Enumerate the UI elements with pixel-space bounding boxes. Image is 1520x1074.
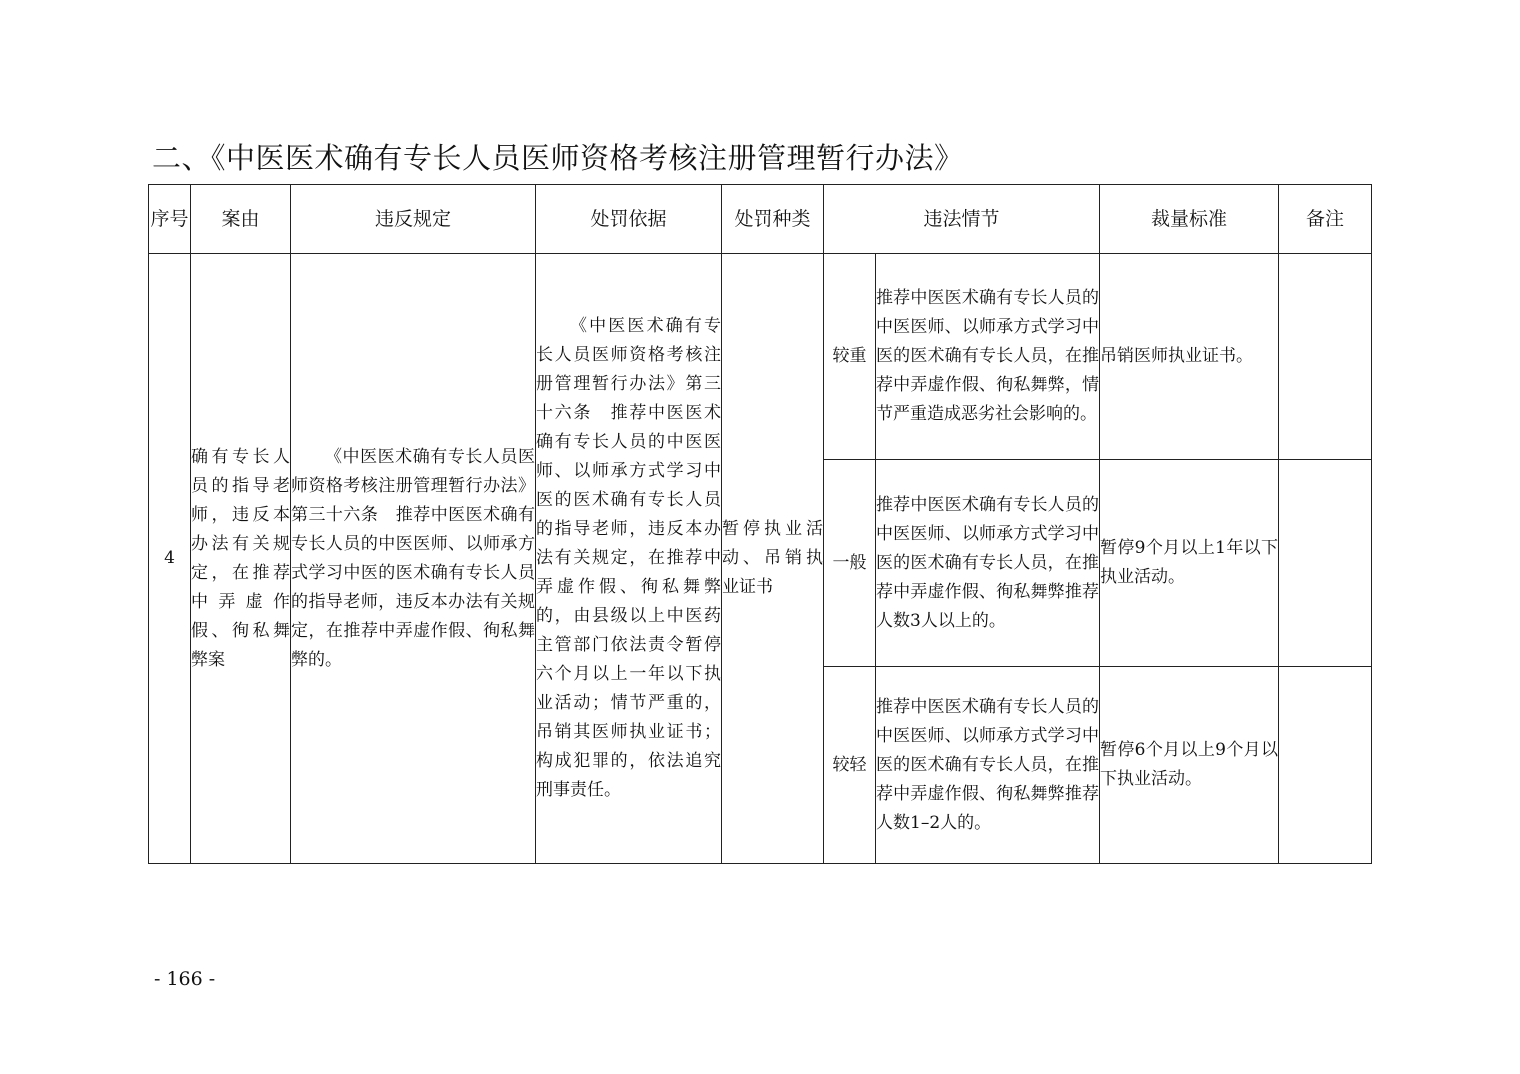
circumstance-serious: 推荐中医医术确有专长人员的中医医师、以师承方式学习中医的医术确有专长人员，在推荐中弄虚作假、徇私舞弊，情节严重造成恶劣社会影响的。	[876, 254, 1100, 460]
level-minor: 较轻	[824, 667, 876, 864]
header-penalty-type: 处罚种类	[722, 185, 824, 254]
standard-minor: 暂停6个月以上9个月以下执业活动。	[1100, 667, 1279, 864]
table-row	[149, 254, 1372, 460]
row-reason: 确有专长人员的指导老师，违反本办法有关规定，在推荐中弄虚作假、徇私舞弊案	[191, 254, 291, 864]
level-serious: 较重	[824, 254, 876, 460]
note-serious	[1279, 254, 1372, 460]
row-basis: 《中医医术确有专长人员医师资格考核注册管理暂行办法》第三十六条 推荐中医医术确有专长人员的中医医师、以师承方式学习中医的医术确有专长人员的指导老师，违反本办法有关规定，在推荐中弄虚作假、徇私舞弊的，由县级以上中医药主管部门依法责令暂停六个月以上一年以下执业活动；情节严重的，吊销其医师执业证书；构成犯罪的，依法追究刑事责任。	[536, 254, 722, 864]
header-reason: 案由	[191, 185, 291, 254]
standard-serious: 吊销医师执业证书。	[1100, 254, 1279, 460]
penalty-discretion-table	[148, 184, 1372, 864]
note-general	[1279, 460, 1372, 667]
row-penalty-type: 暂停执业活动、吊销执业证书	[722, 254, 824, 864]
header-basis: 处罚依据	[536, 185, 722, 254]
header-circumstances: 违法情节	[824, 185, 1100, 254]
circumstance-general: 推荐中医医术确有专长人员的中医医师、以师承方式学习中医的医术确有专长人员，在推荐中弄虚作假、徇私舞弊推荐人数3人以上的。	[876, 460, 1100, 667]
level-general: 一般	[824, 460, 876, 667]
header-note: 备注	[1279, 185, 1372, 254]
header-seq: 序号	[149, 185, 191, 254]
table-header-row	[149, 185, 1372, 254]
section-title: 二、《中医医术确有专长人员医师资格考核注册管理暂行办法》	[152, 141, 964, 175]
header-standard: 裁量标准	[1100, 185, 1279, 254]
row-violation: 《中医医术确有专长人员医师资格考核注册管理暂行办法》第三十六条 推荐中医医术确有专长人员的中医医师、以师承方式学习中医的医术确有专长人员的指导老师，违反本办法有关规定，在推荐中弄虚作假、徇私舞弊的。	[291, 254, 536, 864]
circumstance-minor: 推荐中医医术确有专长人员的中医医师、以师承方式学习中医的医术确有专长人员，在推荐中弄虚作假、徇私舞弊推荐人数1–2人的。	[876, 667, 1100, 864]
page-number: - 166 -	[154, 968, 216, 990]
standard-general: 暂停9个月以上1年以下执业活动。	[1100, 460, 1279, 667]
header-violation: 违反规定	[291, 185, 536, 254]
row-seq: 4	[149, 254, 191, 864]
note-minor	[1279, 667, 1372, 864]
